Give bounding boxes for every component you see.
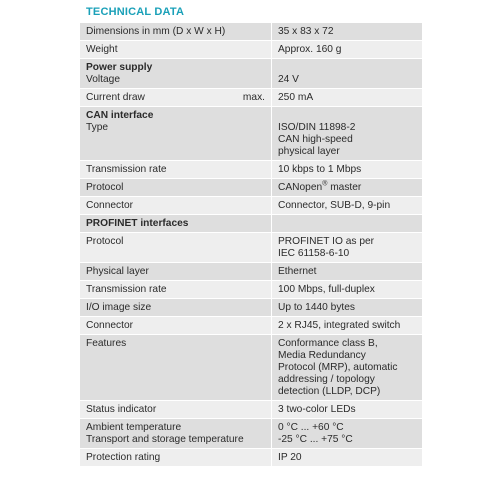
- row-label: [80, 233, 271, 262]
- table-row: [80, 262, 422, 280]
- row-value: [271, 299, 422, 316]
- row-value: [271, 419, 422, 448]
- value-line: 100 Mbps, full-duplex: [278, 284, 375, 295]
- value-line: 2 x RJ45, integrated switch: [278, 320, 401, 331]
- section-title: TECHNICAL DATA: [86, 6, 185, 18]
- table-row: [80, 106, 422, 160]
- row-value: [271, 89, 422, 106]
- label-line: CAN interface: [86, 110, 154, 121]
- table-row: [80, 58, 422, 88]
- row-label: [80, 299, 271, 316]
- row-value: [271, 179, 422, 196]
- table-row: [80, 88, 422, 106]
- table-row: [80, 232, 422, 262]
- table-row: [80, 298, 422, 316]
- value-line: 35 x 83 x 72: [278, 26, 334, 37]
- label-line: Physical layer: [86, 266, 149, 277]
- label-line: Power supply: [86, 62, 153, 73]
- label-line: I/O image size: [86, 302, 152, 313]
- value-line: [278, 110, 416, 122]
- row-label: [80, 317, 271, 334]
- row-label: [80, 335, 271, 400]
- row-value: [271, 197, 422, 214]
- row-value: [271, 401, 422, 418]
- label-line: Connector: [86, 200, 134, 211]
- row-value: [271, 335, 422, 400]
- label-line: Protocol: [86, 236, 124, 247]
- label-line: Transmission rate: [86, 284, 167, 295]
- table-row: [80, 22, 422, 40]
- table-row: [80, 316, 422, 334]
- value-line: addressing / topology: [278, 374, 375, 385]
- row-value: [271, 41, 422, 58]
- value-line: ISO/DIN 11898-2: [278, 122, 356, 133]
- table-row: [80, 160, 422, 178]
- table-row: [80, 214, 422, 232]
- table-row: [80, 448, 422, 466]
- value-line: Media Redundancy: [278, 350, 366, 361]
- row-label: [80, 23, 271, 40]
- value-line: IEC 61158-6-10: [278, 248, 350, 259]
- value-line: Conformance class B,: [278, 338, 378, 349]
- value-line: 24 V: [278, 74, 299, 85]
- row-label: [80, 419, 271, 448]
- label-line: Protocol: [86, 182, 124, 193]
- label-line: Status indicator: [86, 404, 157, 415]
- row-label: [80, 179, 271, 196]
- row-label: [80, 263, 271, 280]
- value-line: PROFINET IO as per: [278, 236, 375, 247]
- row-label: [80, 59, 271, 88]
- row-value: [271, 317, 422, 334]
- label-line: Protection rating: [86, 452, 161, 463]
- row-value: [271, 107, 422, 160]
- value-line: physical layer: [278, 146, 340, 157]
- value-line: Approx. 160 g: [278, 44, 342, 55]
- row-value: [271, 281, 422, 298]
- row-value: [271, 215, 422, 232]
- label-qualifier: max.: [242, 92, 265, 103]
- value-line: detection (LLDP, DCP): [278, 386, 381, 397]
- label-line: Connector: [86, 320, 134, 331]
- row-label: [80, 89, 271, 106]
- technical-data-sheet: [80, 0, 422, 466]
- label-line: Features: [86, 338, 127, 349]
- label-line: Weight: [86, 44, 118, 55]
- value-line: 0 °C ... +60 °C: [278, 422, 344, 433]
- label-line: Transport and storage temperature: [86, 434, 244, 445]
- label-line: Current draw: [86, 92, 145, 103]
- value-line: CAN high-speed: [278, 134, 353, 145]
- value-line: Connector, SUB-D, 9-pin: [278, 200, 391, 211]
- value-line: CANopen® master: [278, 180, 362, 193]
- row-label: [80, 215, 271, 232]
- row-value: [271, 59, 422, 88]
- row-label: [80, 449, 271, 466]
- technical-data-table: [80, 22, 422, 466]
- value-line: Ethernet: [278, 266, 317, 277]
- value-line: 10 kbps to 1 Mbps: [278, 164, 362, 175]
- row-value: [271, 233, 422, 262]
- value-line: -25 °C ... +75 °C: [278, 434, 353, 445]
- row-label: [80, 161, 271, 178]
- table-row: [80, 196, 422, 214]
- table-row: [80, 400, 422, 418]
- table-row: [80, 334, 422, 400]
- value-line: 250 mA: [278, 92, 314, 103]
- value-line: [278, 62, 416, 74]
- row-label: [80, 401, 271, 418]
- value-line: 3 two-color LEDs: [278, 404, 356, 415]
- row-value: [271, 449, 422, 466]
- table-row: [80, 40, 422, 58]
- row-label: [80, 41, 271, 58]
- label-line: Transmission rate: [86, 164, 167, 175]
- row-value: [271, 263, 422, 280]
- label-line: Type: [86, 122, 109, 133]
- row-value: [271, 161, 422, 178]
- label-line: PROFINET interfaces: [86, 218, 189, 229]
- table-row: [80, 280, 422, 298]
- row-label: [80, 197, 271, 214]
- label-line: Voltage: [86, 74, 120, 85]
- value-line: Protocol (MRP), automatic: [278, 362, 398, 373]
- value-line: Up to 1440 bytes: [278, 302, 356, 313]
- row-value: [271, 23, 422, 40]
- label-line: Ambient temperature: [86, 422, 182, 433]
- table-row: [80, 418, 422, 448]
- row-label: [80, 107, 271, 160]
- label-line: Dimensions in mm (D x W x H): [86, 26, 226, 37]
- value-line: IP 20: [278, 452, 302, 463]
- table-row: [80, 178, 422, 196]
- row-label: [80, 281, 271, 298]
